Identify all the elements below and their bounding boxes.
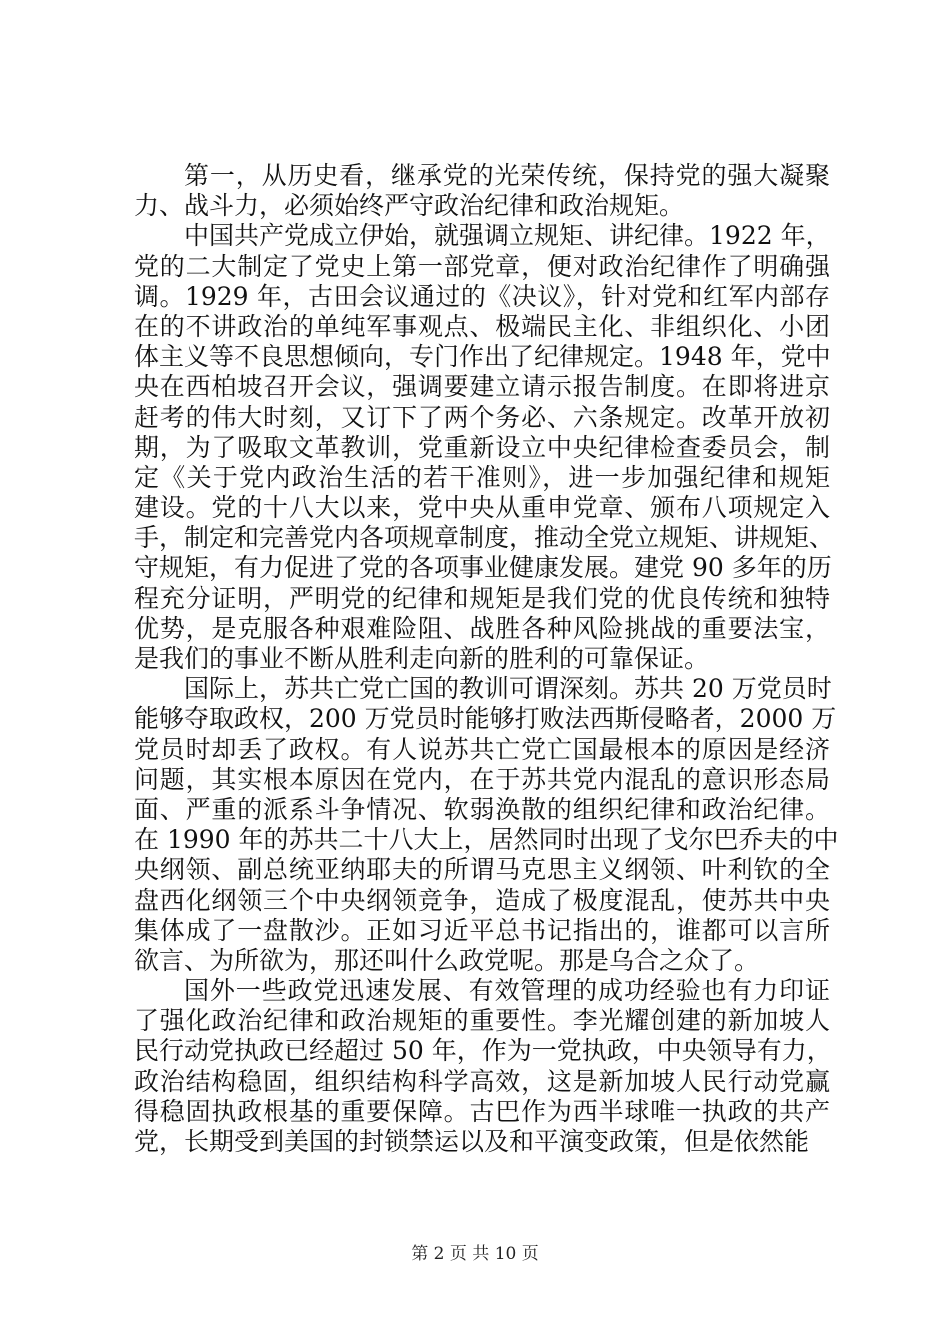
text-line: 得稳固执政根基的重要保障。古巴作为西半球唯一执政的共产 — [134, 1096, 830, 1126]
text-line: 央纲领、副总统亚纳耶夫的所谓马克思主义纲领、叶利钦的全 — [134, 855, 830, 885]
text-line: 调。1929 年，古田会议通过的《决议》，针对党和红军内部存 — [134, 281, 830, 311]
text-line: 建设。党的十八大以来，党中央从重申党章、颁布八项规定入 — [134, 493, 830, 523]
text-line: 体主义等不良思想倾向，专门作出了纪律规定。1948 年，党中 — [134, 342, 831, 372]
text-line: 央在西柏坡召开会议，强调要建立请示报告制度。在即将进京 — [134, 372, 830, 402]
text-line: 中国共产党成立伊始，就强调立规矩、讲纪律。1922 年， — [184, 221, 831, 251]
text-line: 第一，从历史看，继承党的光荣传统，保持党的强大凝聚 — [184, 161, 830, 190]
text-line: 面、严重的派系斗争情况、软弱涣散的组织纪律和政治纪律。 — [134, 794, 830, 824]
text-line: 是我们的事业不断从胜利走向新的胜利的可靠保证。 — [134, 644, 710, 673]
text-line: 期，为了吸取文革教训，党重新设立中央纪律检查委员会，制 — [134, 432, 830, 462]
text-line: 政治结构稳固，组织结构科学高效，这是新加坡人民行动党赢 — [134, 1066, 830, 1096]
text-line: 民行动党执政已经超过 50 年，作为一党执政，中央领导有力， — [134, 1036, 832, 1066]
text-line: 党员时却丢了政权。有人说苏共亡党亡国最根本的原因是经济 — [134, 734, 830, 764]
text-line: 手，制定和完善党内各项规章制度，推动全党立规矩、讲规矩、 — [134, 523, 835, 553]
text-line: 程充分证明，严明党的纪律和规矩是我们党的优良传统和独特 — [134, 583, 830, 613]
text-line: 赶考的伟大时刻，又订下了两个务必、六条规定。改革开放初 — [134, 402, 830, 432]
text-line: 优势，是克服各种艰难险阻、战胜各种风险挑战的重要法宝， — [134, 613, 830, 643]
text-line: 在的不讲政治的单纯军事观点、极端民主化、非组织化、小团 — [134, 311, 830, 341]
text-line: 力、战斗力，必须始终严守政治纪律和政治规矩。 — [134, 191, 685, 221]
text-line: 在 1990 年的苏共二十八大上，居然同时出现了戈尔巴乔夫的中 — [134, 825, 839, 855]
paragraph — [134, 976, 830, 1157]
text-line: 守规矩，有力促进了党的各项事业健康发展。建党 90 多年的历 — [134, 553, 832, 583]
text-line: 定《关于党内政治生活的若干准则》，进一步加强纪律和规矩 — [134, 462, 830, 492]
document-body — [134, 161, 839, 1157]
paragraph — [134, 161, 830, 221]
text-line: 欲言、为所欲为，那还叫什么政党呢。那是乌合之众了。 — [134, 945, 760, 975]
text-line: 党的二大制定了党史上第一部党章，便对政治纪律作了明确强 — [134, 251, 830, 281]
text-line: 党，长期受到美国的封锁禁运以及和平演变政策，但是依然能 — [134, 1127, 810, 1156]
text-line: 盘西化纲领三个中央纲领竞争，造成了极度混乱，使苏共中央 — [134, 885, 830, 915]
text-line: 集体成了一盘散沙。正如习近平总书记指出的，谁都可以言所 — [134, 915, 830, 945]
page-footer: 第 2 页 共 10 页 — [411, 1244, 539, 1264]
text-line: 了强化政治纪律和政治规矩的重要性。李光耀创建的新加坡人 — [134, 1006, 830, 1036]
paragraph — [134, 674, 839, 976]
text-line: 国外一些政党迅速发展、有效管理的成功经验也有力印证 — [184, 976, 830, 1006]
text-line: 国际上，苏共亡党亡国的教训可谓深刻。苏共 20 万党员时 — [184, 674, 832, 704]
text-line: 问题，其实根本原因在党内，在于苏共党内混乱的意识形态局 — [134, 764, 830, 794]
text-line: 能够夺取政权，200 万党员时能够打败法西斯侵略者，2000 万 — [134, 704, 837, 734]
paragraph — [134, 221, 835, 674]
